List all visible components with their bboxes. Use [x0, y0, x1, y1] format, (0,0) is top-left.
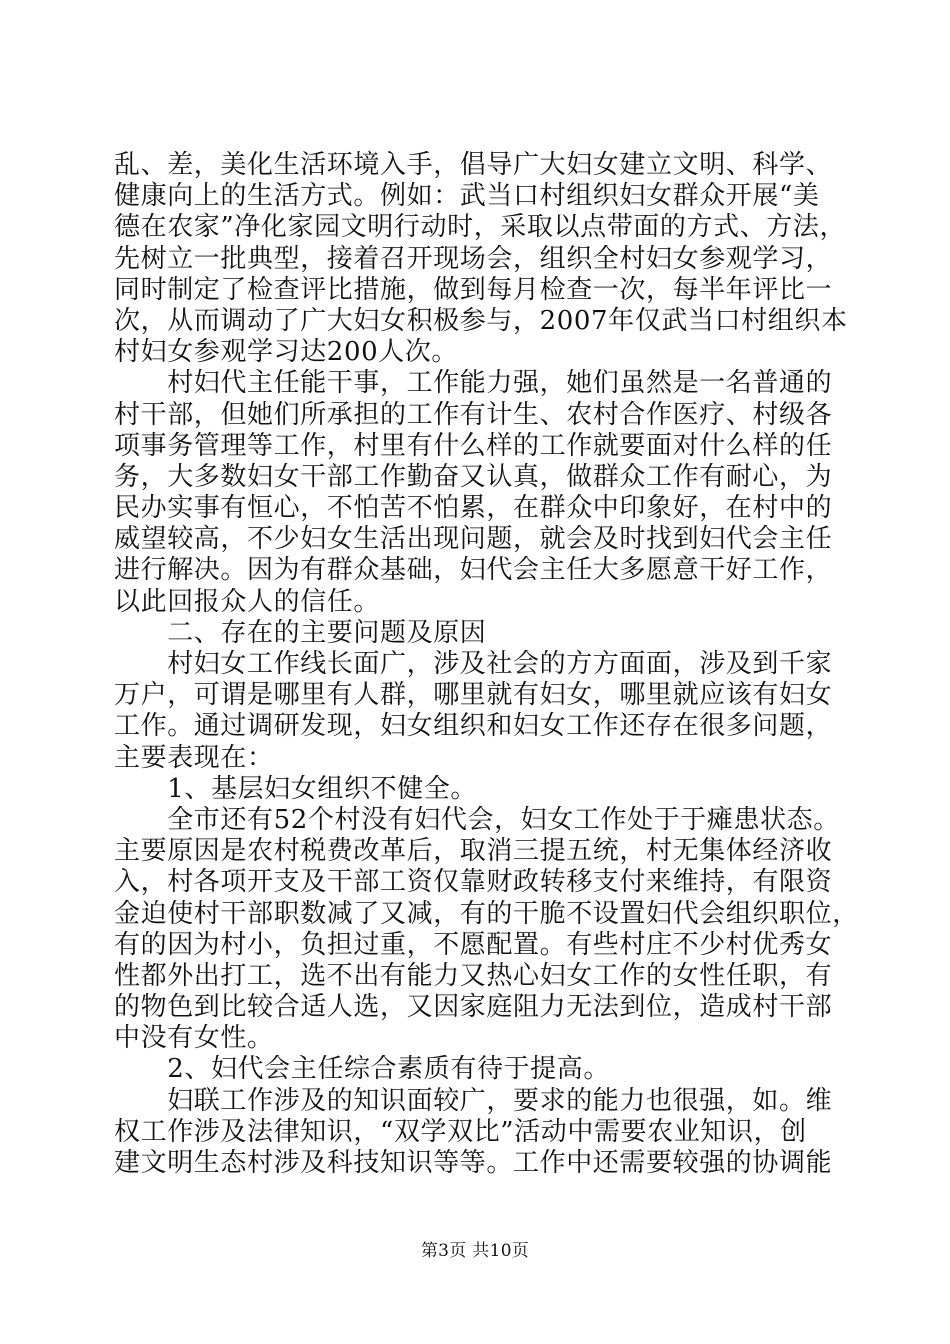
- text-line: 以此回报众人的信任。: [114, 586, 381, 617]
- text-line: 村妇代主任能干事，工作能力强，她们虽然是一名普通的: [114, 368, 833, 399]
- text-line: 同时制定了检查评比措施，做到每月检查一次，每半年评比一: [114, 274, 833, 305]
- text-line: 全市还有52个村没有妇代会，妇女工作处于于瘫患状态。: [114, 804, 840, 835]
- text-line: 次，从而调动了广大妇女积极参与，2007年仅武当口村组织本: [114, 305, 848, 336]
- text-line: 1、基层妇女组织不健全。: [114, 773, 477, 804]
- text-line: 项事务管理等工作，村里有什么样的工作就要面对什么样的任: [114, 430, 833, 461]
- text-line: 权工作涉及法律知识，“双学双比”活动中需要农业知识，创: [114, 1116, 807, 1147]
- text-line: 进行解决。因为有群众基础，妇代会主任大多愿意干好工作，: [114, 555, 833, 586]
- text-line: 村妇女工作线长面广，涉及社会的方方面面，涉及到千家: [114, 649, 833, 679]
- text-line: 万户，可谓是哪里有人群，哪里就有妇女，哪里就应该有妇女: [114, 680, 833, 711]
- text-line: 乱、差，美化生活环境入手，倡导广大妇女建立文明、科学、: [114, 150, 833, 180]
- text-line: 村妇女参观学习达200人次。: [114, 337, 459, 368]
- text-line: 民办实事有恒心，不怕苦不怕累，在群众中印象好，在村中的: [114, 493, 833, 524]
- text-line: 威望较高，不少妇女生活出现问题，就会及时找到妇代会主任: [114, 524, 833, 555]
- text-line: 先树立一批典型，接着召开现场会，组织全村妇女参观学习，: [114, 243, 833, 274]
- text-line: 性都外出打工，选不出有能力又热心妇女工作的女性任职，有: [114, 960, 833, 991]
- text-line: 村干部，但她们所承担的工作有计生、农村合作医疗、村级各: [114, 399, 833, 430]
- text-line: 金迫使村干部职数减了又减，有的干脆不设置妇代会组织职位，: [114, 898, 859, 929]
- text-line: 健康向上的生活方式。例如：武当口村组织妇女群众开展“美: [114, 181, 820, 212]
- body-text: [114, 150, 859, 1179]
- text-line: 德在农家”净化家园文明行动时，采取以点带面的方式、方法，: [114, 212, 847, 243]
- text-line: 2、妇代会主任综合素质有待于提高。: [114, 1054, 610, 1085]
- text-line: 主要表现在：: [114, 742, 274, 773]
- text-line: 工作。通过调研发现，妇女组织和妇女工作还存在很多问题，: [114, 711, 833, 742]
- text-line: 入，村各项开支及干部工资仅靠财政转移支付来维持，有限资: [114, 867, 833, 898]
- text-line: 的物色到比较合适人选，又因家庭阻力无法到位，造成村干部: [114, 992, 833, 1023]
- text-line: 主要原因是农村税费改革后，取消三提五统，村无集体经济收: [114, 836, 833, 867]
- text-line: 务，大多数妇女干部工作勤奋又认真，做群众工作有耐心，为: [114, 461, 833, 492]
- page-footer: 第3页 共10页: [420, 1241, 530, 1261]
- text-line: 二、存在的主要问题及原因: [114, 617, 487, 648]
- text-line: 有的因为村小，负担过重，不愿配置。有些村庄不少村优秀女: [114, 929, 833, 960]
- text-line: 建文明生态村涉及科技知识等等。工作中还需要较强的协调能: [114, 1148, 833, 1178]
- text-line: 中没有女性。: [114, 1023, 274, 1054]
- text-line: 妇联工作涉及的知识面较广，要求的能力也很强，如。维: [114, 1085, 833, 1116]
